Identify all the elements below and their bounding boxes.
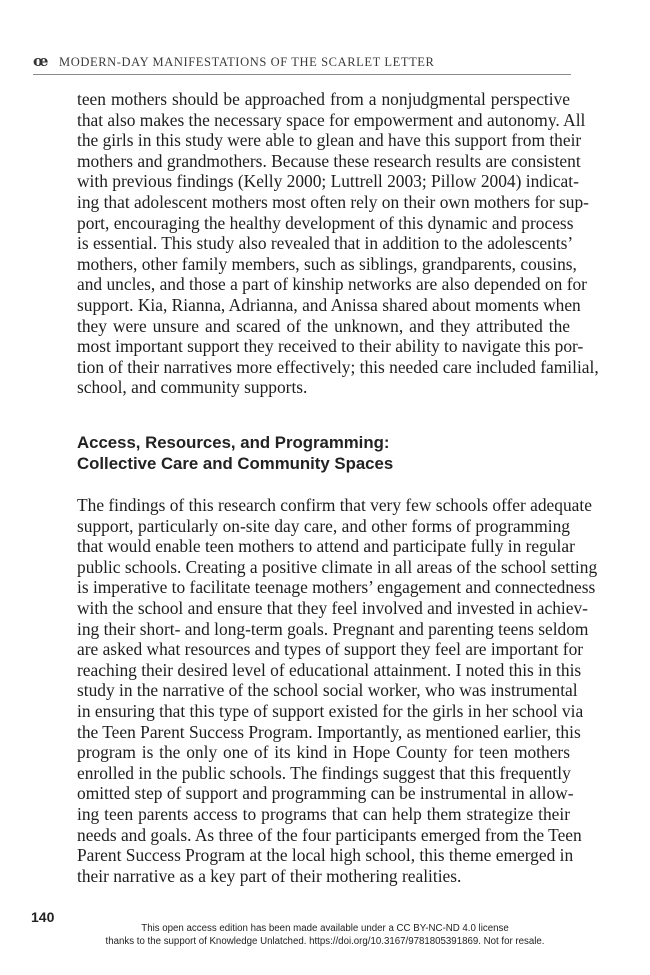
text-line: mothers, other family members, such as siblings, grandparents, cousins, <box>77 253 577 274</box>
text-line: is essential. This study also revealed that in addition to the adolescents’ <box>77 233 574 254</box>
text-line: the girls in this study were able to glean and have this support from their <box>77 130 582 151</box>
text-line: support. Kia, Rianna, Adrianna, and Anissa shared about moments when <box>77 294 581 315</box>
text-line: omitted step of support and programming can be instrumental in allow- <box>77 783 574 804</box>
text-line: ing that adolescent mothers most often rely on their own mothers for sup- <box>77 191 589 212</box>
license-line-2: thanks to the support of Knowledge Unlatched. https://doi.org/10.3167/9781805391869. Not for resale. <box>105 936 545 947</box>
text-line: public schools. Creating a positive climate in all areas of the school setting <box>77 556 598 577</box>
text-line: study in the narrative of the school social worker, who was instrumental <box>77 680 578 701</box>
running-header-title: MODERN-DAY MANIFESTATIONS OF THE SCARLET LETTER <box>59 55 435 69</box>
page-number: 140 <box>31 909 55 925</box>
section-heading <box>77 432 570 474</box>
text-line: The findings of this research confirm that very few schools offer adequate <box>77 495 592 515</box>
text-line: that would enable teen mothers to attend and participate fully in regular <box>77 536 575 557</box>
text-line: the Teen Parent Success Program. Importantly, as mentioned earlier, this <box>77 721 581 742</box>
text-line: support, particularly on-site day care, and other forms of programming <box>77 515 570 536</box>
text-line: are asked what resources and types of support they feel are important for <box>77 639 584 660</box>
text-line: they were unsure and scared of the unknown, and they attributed the <box>77 315 570 336</box>
text-line: their narrative as a key part of their mothering realities. <box>77 865 462 886</box>
text-line: in ensuring that this type of support existed for the girls in her school via <box>77 700 584 721</box>
text-line: school, and community supports. <box>77 377 308 398</box>
text-line: reaching their desired level of educational attainment. I noted this in this <box>77 659 582 680</box>
license-notice <box>0 922 650 948</box>
text-line: port, encouraging the healthy development of this dynamic and process <box>77 212 574 233</box>
text-line: is imperative to facilitate teenage mothers’ engagement and connectedness <box>77 577 596 598</box>
text-line: ing their short- and long-term goals. Pregnant and parenting teens seldom <box>77 618 589 639</box>
text-line: and uncles, and those a part of kinship networks are also depended on for <box>77 274 587 295</box>
ornament-icon: œ <box>33 52 49 70</box>
text-line: with previous findings (Kelly 2000; Luttrell 2003; Pillow 2004) indicat- <box>77 171 579 192</box>
section-heading-line-1: Access, Resources, and Programming: <box>77 433 390 452</box>
license-line-1: This open access edition has been made available under a CC BY-NC-ND 4.0 license <box>141 923 509 934</box>
text-line: that also makes the necessary space for empowerment and autonomy. All <box>77 109 586 130</box>
text-line: Parent Success Program at the local high school, this theme emerged in <box>77 845 574 866</box>
text-line: needs and goals. As three of the four participants emerged from the Teen <box>77 824 582 845</box>
text-line: most important support they received to their ability to navigate this por- <box>77 336 584 357</box>
body-paragraph-1 <box>77 89 599 398</box>
body-paragraph-2 <box>77 495 598 886</box>
text-line: mothers and grandmothers. Because these research results are consistent <box>77 150 581 171</box>
text-line: tion of their narratives more effectively; this needed care included familial, <box>77 356 599 377</box>
running-header <box>33 52 571 75</box>
text-line: enrolled in the public schools. The findings suggest that this frequently <box>77 762 571 783</box>
text-line: ing teen parents access to programs that can help them strategize their <box>77 803 570 824</box>
text-line: program is the only one of its kind in Hope County for teen mothers <box>77 742 570 763</box>
text-line: teen mothers should be approached from a nonjudgmental perspective <box>77 89 570 109</box>
section-heading-line-2: Collective Care and Community Spaces <box>77 454 394 473</box>
text-line: with the school and ensure that they feel involved and invested in achiev- <box>77 597 588 618</box>
